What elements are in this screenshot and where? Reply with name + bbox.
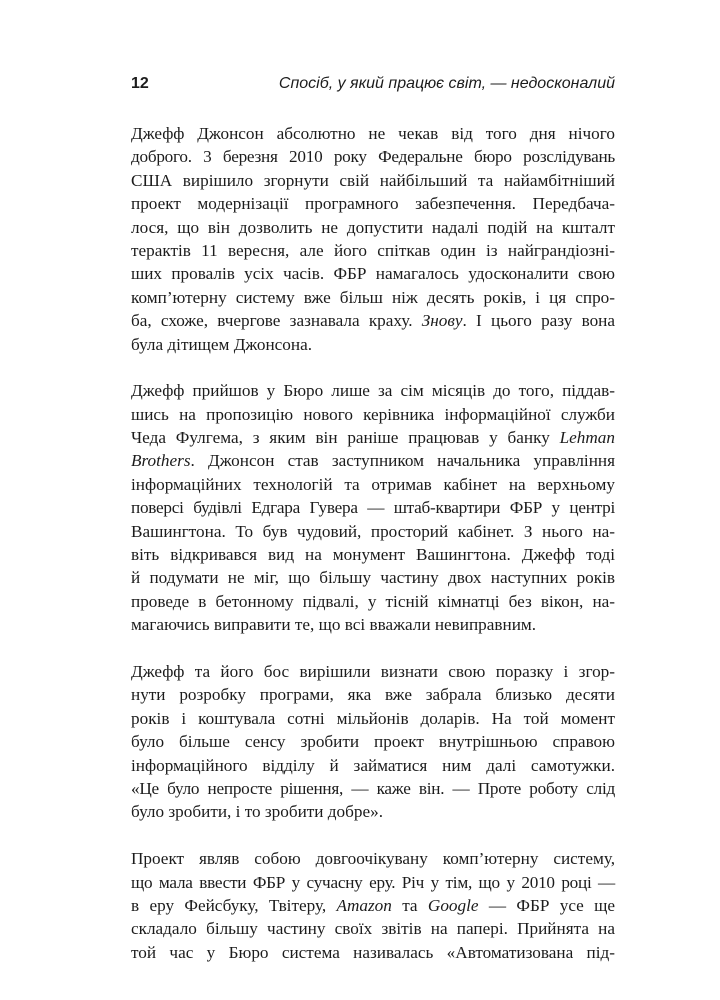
text-line: складало більшу частину своїх звітів на папері. Прийнята на bbox=[131, 919, 615, 939]
text-line: той час у Бюро система називалась «Автоматизована під- bbox=[131, 942, 615, 962]
text-line: проект модернізації програмного забезпечення. Передбача- bbox=[131, 194, 615, 214]
paragraph-3 bbox=[131, 660, 615, 824]
text-line: терактів 11 вересня, але його спіткав один із найграндіозні- bbox=[131, 240, 615, 260]
text-line: Джефф прийшов у Бюро лише за сім місяців до того, піддав- bbox=[131, 381, 615, 401]
text-line: інформаційного відділу й займатися ним далі самотужки. bbox=[131, 755, 615, 775]
page-number: 12 bbox=[131, 75, 149, 92]
text-line: віть відкривався вид на монумент Вашингтона. Джефф тоді bbox=[131, 545, 615, 565]
text-line: нути розробку програми, яка вже забрала близько десяти bbox=[131, 685, 615, 705]
text-line: «Це було непросте рішення, — каже він. — Проте роботу слід bbox=[131, 778, 615, 798]
running-head bbox=[131, 72, 615, 96]
paragraph-2 bbox=[131, 379, 615, 636]
text-line: Джефф та його бос вирішили визнати свою поразку і згор- bbox=[131, 661, 615, 681]
text-line: доброго. 3 березня 2010 року Федеральне бюро розслідувань bbox=[131, 147, 615, 167]
body-text bbox=[131, 122, 615, 987]
text-line: років і коштувала сотні мільйонів доларів. На той момент bbox=[131, 708, 615, 728]
text-line: й подумати не міг, що більшу частину двох наступних років bbox=[131, 568, 615, 588]
text-line: лося, що він дозволить не допустити надалі подій на кшталт bbox=[131, 217, 615, 237]
text-line: Вашингтона. То був чудовий, просторий кабінет. З нього на- bbox=[131, 521, 615, 541]
paragraph-4 bbox=[131, 847, 615, 964]
text-line: Джефф Джонсон абсолютно не чекав від того дня нічого bbox=[131, 124, 615, 143]
text-line: комп’ютерну систему вже більш ніж десять років, і ця спро- bbox=[131, 287, 615, 307]
paragraph-1 bbox=[131, 122, 615, 356]
text-line: Brothers. Джонсон став заступником начальника управління bbox=[131, 451, 615, 471]
text-line: магаючись виправити те, що всі вважали невиправним. bbox=[131, 615, 537, 635]
text-line: ших провалів усіх часів. ФБР намагалось удосконалити свою bbox=[131, 264, 615, 284]
text-line: було більше сенсу зробити проект внутрішньою справою bbox=[131, 732, 615, 752]
running-title: Спосіб, у який працює світ, — недосконалий bbox=[278, 75, 615, 92]
text-line: Чеда Фулгема, з яким він раніше працював у банку Lehman bbox=[131, 428, 615, 448]
text-line: шись на пропозицію нового керівника інформаційної служби bbox=[131, 404, 615, 424]
text-line: проведе в бетонному підвалі, у тісній кімнатці без вікон, на- bbox=[131, 591, 615, 611]
text-line: що мала ввести ФБР у сучасну еру. Річ у тім, що у 2010 році — bbox=[131, 872, 615, 892]
text-line: в еру Фейсбуку, Твітеру, Amazon та Google — ФБР усе ще bbox=[131, 895, 615, 915]
text-line: ба, схоже, вчергове зазнавала краху. Знову. І цього разу вона bbox=[131, 311, 615, 331]
text-line: США вирішило згорнути свій найбільший та найамбітніший bbox=[131, 170, 615, 190]
text-line: поверсі будівлі Едгара Гувера — штаб-квартири ФБР у центрі bbox=[131, 498, 615, 518]
text-line: було зробити, і то зробити добре». bbox=[131, 802, 383, 822]
text-line: була дітищем Джонсона. bbox=[131, 334, 313, 354]
text-line: інформаційних технологій та отримав кабінет на верхньому bbox=[131, 474, 615, 494]
text-line: Проект являв собою довгоочікувану комп’ютерну систему, bbox=[131, 849, 615, 869]
